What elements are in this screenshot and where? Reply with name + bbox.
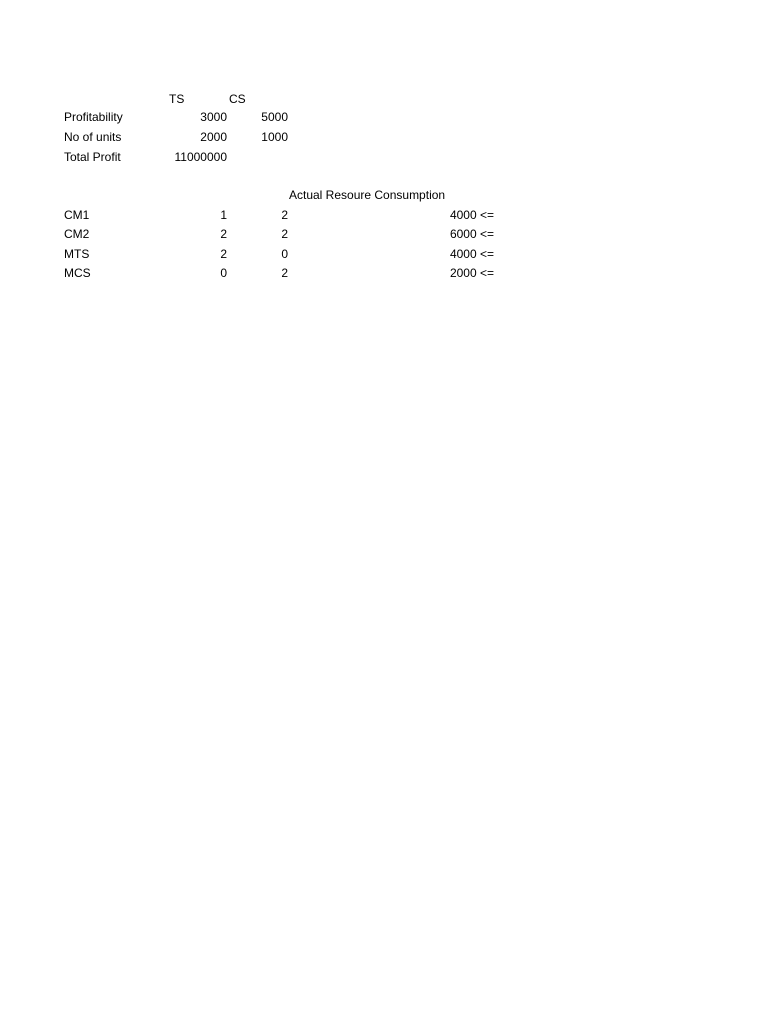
- row-label-mts: MTS: [64, 247, 90, 261]
- cell-mts-ts: 2: [220, 247, 227, 261]
- row-label-mcs: MCS: [64, 266, 91, 280]
- row-label-profitability: Profitability: [64, 110, 123, 124]
- row-label-cm2: CM2: [64, 227, 90, 241]
- cell-cm2-actual: 6000 <=: [449, 227, 494, 241]
- cell-mts-cs: 0: [281, 247, 288, 261]
- cell-units-cs: 1000: [261, 130, 288, 144]
- header-cs: CS: [229, 92, 246, 106]
- cell-total-profit: 11000000: [174, 150, 227, 164]
- cell-mcs-actual: 2000 <=: [449, 266, 494, 280]
- cell-profitability-cs: 5000: [261, 110, 288, 124]
- header-ts: TS: [169, 92, 185, 106]
- cell-mcs-cs: 2: [281, 266, 288, 280]
- row-label-cm1: CM1: [64, 208, 90, 222]
- cell-profitability-ts: 3000: [200, 110, 227, 124]
- cell-cm1-cs: 2: [281, 208, 288, 222]
- cell-cm2-cs: 2: [281, 227, 288, 241]
- cell-cm1-actual: 4000 <=: [449, 208, 494, 222]
- actual-consumption-title: Actual Resoure Consumption: [289, 188, 446, 202]
- row-label-no-of-units: No of units: [64, 130, 122, 144]
- cell-mcs-ts: 0: [220, 266, 227, 280]
- cell-units-ts: 2000: [200, 130, 227, 144]
- cell-cm1-ts: 1: [220, 208, 227, 222]
- cell-mts-actual: 4000 <=: [449, 247, 494, 261]
- row-label-total-profit: Total Profit: [64, 150, 121, 164]
- cell-cm2-ts: 2: [220, 227, 227, 241]
